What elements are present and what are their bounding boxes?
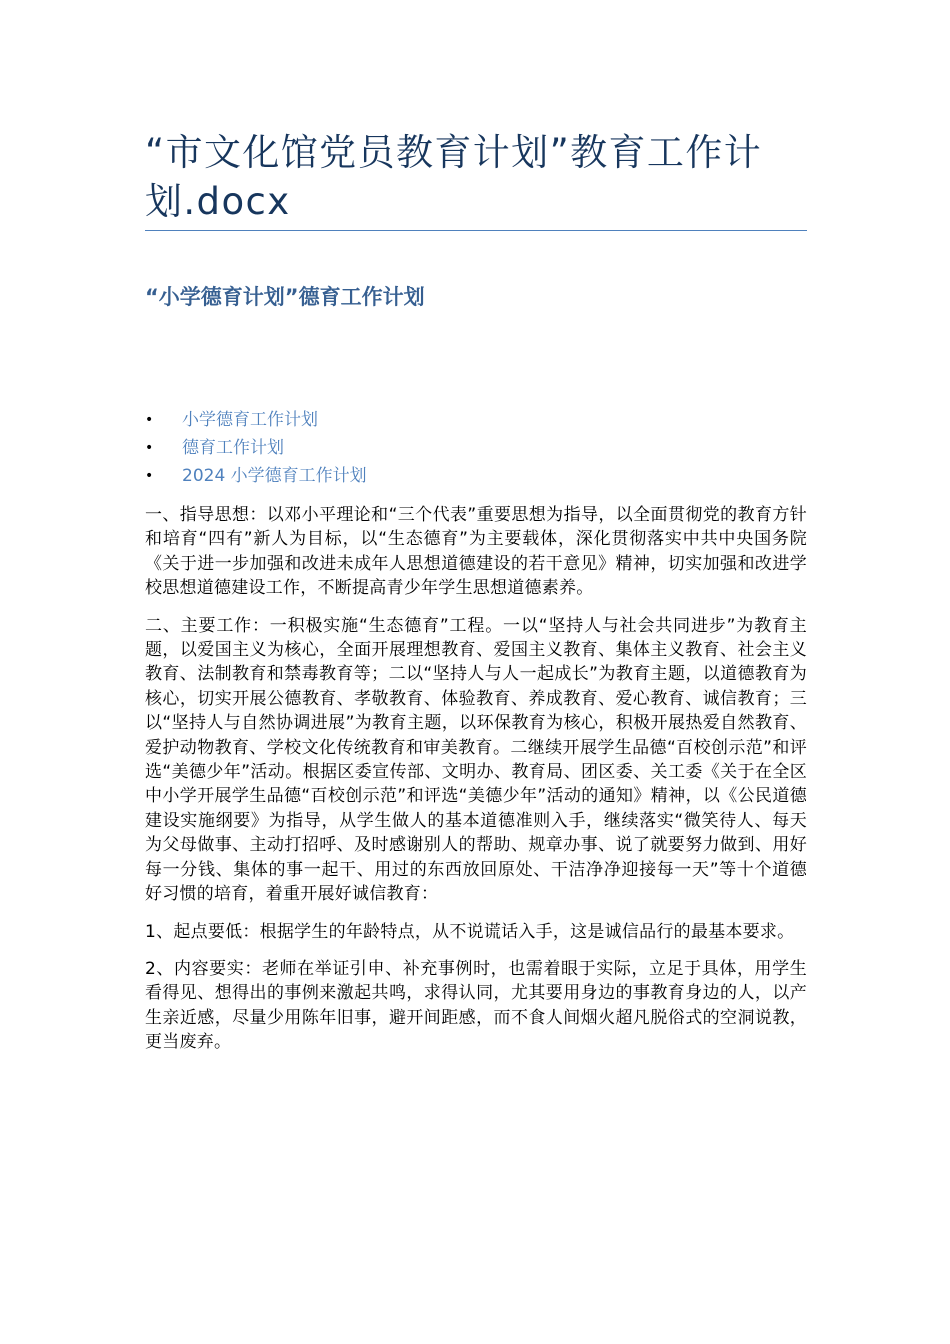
bullet-icon: • xyxy=(145,440,154,456)
paragraph-point-1: 1、起点要低：根据学生的年龄特点，从不说谎话入手，这是诚信品行的最基本要求。 xyxy=(145,921,795,942)
title-divider xyxy=(145,230,807,231)
bullet-icon: • xyxy=(145,412,154,428)
document-title: “市文化馆党员教育计划”教育工作计划.docx xyxy=(145,131,763,223)
related-link[interactable]: 2024 小学德育工作计划 xyxy=(182,466,367,486)
bullet-icon: • xyxy=(145,468,154,484)
paragraph-guiding-ideology: 一、指导思想：以邓小平理论和“三个代表”重要思想为指导，以全面贯彻党的教育方针和培育“四有”新人为目标，以“生态德育”为主要载体，深化贯彻落实中共中央国务院《关于进一步加强和改进未成年人思想道德建设的若干意见》精神，切实加强和改进学校思想道德建设工作，不断提高青少年学生思想道德素养。 xyxy=(145,505,807,599)
related-link[interactable]: 德育工作计划 xyxy=(182,438,284,458)
paragraph-main-work: 二、主要工作：一积极实施“生态德育”工程。一以“坚持人与社会共同进步”为教育主题，以爱国主义为核心，全面开展理想教育、爱国主义教育、集体主义教育、社会主义教育、法制教育和禁毒教育等；二以“坚持人与人一起成长”为教育主题，以道德教育为核心，切实开展公德教育、孝敬教育、体验教育、养成教育、爱心教育、诚信教育；三以“坚持人与自然协调进展”为教育主题，以环保教育为核心，积极开展热爱自然教育、爱护动物教育、学校文化传统教育和审美教育。二继续开展学生品德“百校创示范”和评选“美德少年”活动。根据区委宣传部、文明办、教育局、团区委、关工委《关于在全区中小学开展学生品德“百校创示范”和评选“美德少年”活动的通知》精神，以《公民道德建设实施纲要》为指导，从学生做人的基本道德准则入手，继续落实“微笑待人、每天为父母做事、主动打招呼、及时感谢别人的帮助、规章办事、说了就要努力做到、用好每一分钱、集体的事一起干、用过的东西放回原处、干洁净净迎接每一天”等十个道德好习惯的培育，着重开展好诚信教育： xyxy=(145,615,807,905)
document-subtitle: “小学德育计划”德育工作计划 xyxy=(145,285,425,309)
paragraph-point-2: 2、内容要实：老师在举证引申、补充事例时，也需着眼于实际，立足于具体，用学生看得见、想得出的事例来激起共鸣，求得认同，尤其要用身边的事教育身边的人，以产生亲近感，尽量少用陈年旧事，避开间距感，而不食人间烟火超凡脱俗式的空洞说教，更当废弃。 xyxy=(145,958,807,1053)
document-body xyxy=(145,503,807,1068)
related-link[interactable]: 小学德育工作计划 xyxy=(182,410,318,430)
